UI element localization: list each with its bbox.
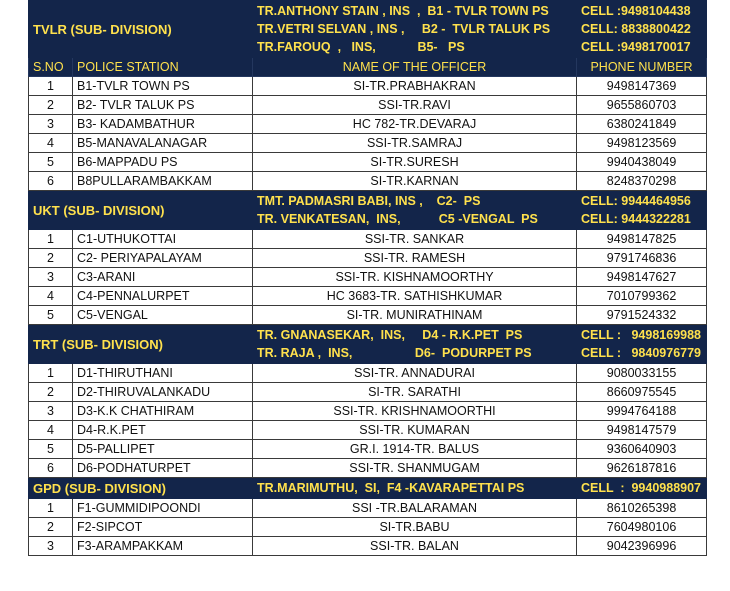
sno-cell: 2 xyxy=(29,96,73,115)
sno-cell: 3 xyxy=(29,402,73,421)
division-name: GPD (SUB- DIVISION) xyxy=(29,478,253,499)
table-row xyxy=(29,537,707,556)
sno-cell: 5 xyxy=(29,153,73,172)
division-officer-line: TR.ANTHONY STAIN , INS , B1 - TVLR TOWN PS xyxy=(257,4,549,18)
station-cell: D5-PALLIPET xyxy=(73,440,253,459)
phone-cell: 9042396996 xyxy=(577,537,707,556)
division-cells xyxy=(577,478,707,499)
phone-cell: 7010799362 xyxy=(577,287,707,306)
contact-table xyxy=(28,0,707,556)
sno-cell: 2 xyxy=(29,383,73,402)
sno-cell: 4 xyxy=(29,421,73,440)
division-cells xyxy=(577,325,707,364)
column-header-station: POLICE STATION xyxy=(73,58,253,77)
station-cell: D1-THIRUTHANI xyxy=(73,364,253,383)
station-cell: D6-PODHATURPET xyxy=(73,459,253,478)
phone-cell: 8248370298 xyxy=(577,172,707,191)
phone-cell: 9498123569 xyxy=(577,134,707,153)
phone-cell: 9626187816 xyxy=(577,459,707,478)
division-officers xyxy=(253,191,577,230)
division-cell-line: CELL : 9940988907 xyxy=(581,481,701,495)
division-header xyxy=(29,1,707,58)
officer-cell: SSI-TR. KISHNAMOORTHY xyxy=(253,268,577,287)
division-header xyxy=(29,325,707,364)
station-cell: C4-PENNALURPET xyxy=(73,287,253,306)
officer-cell: HC 3683-TR. SATHISHKUMAR xyxy=(253,287,577,306)
phone-cell: 8610265398 xyxy=(577,499,707,518)
station-cell: C5-VENGAL xyxy=(73,306,253,325)
station-cell: D3-K.K CHATHIRAM xyxy=(73,402,253,421)
division-cell-line: CELL: 9444322281 xyxy=(581,212,691,226)
column-header-sno: S.NO xyxy=(29,58,73,77)
division-cells xyxy=(577,191,707,230)
column-header-row xyxy=(29,58,707,77)
officer-cell: SSI -TR.BALARAMAN xyxy=(253,499,577,518)
division-cell-line: CELL: 9944464956 xyxy=(581,194,691,208)
division-officer-line: TR.MARIMUTHU, SI, F4 -KAVARAPETTAI PS xyxy=(257,481,525,495)
officer-cell: SSI-TR. BALAN xyxy=(253,537,577,556)
station-cell: F1-GUMMIDIPOONDI xyxy=(73,499,253,518)
division-officer-line: TR.FAROUQ , INS, B5- PS xyxy=(257,40,465,54)
division-officer-line: TR. RAJA , INS, D6- PODURPET PS xyxy=(257,346,532,360)
table-row xyxy=(29,518,707,537)
phone-cell: 7604980106 xyxy=(577,518,707,537)
phone-cell: 9791746836 xyxy=(577,249,707,268)
phone-cell: 9360640903 xyxy=(577,440,707,459)
phone-cell: 9498147579 xyxy=(577,421,707,440)
table-row xyxy=(29,440,707,459)
sno-cell: 2 xyxy=(29,249,73,268)
division-officers xyxy=(253,325,577,364)
division-officer-line: TR. GNANASEKAR, INS, D4 - R.K.PET PS xyxy=(257,328,523,342)
phone-cell: 9791524332 xyxy=(577,306,707,325)
division-name: TVLR (SUB- DIVISION) xyxy=(29,1,253,58)
division-cell-line: CELL: 8838800422 xyxy=(581,22,691,36)
station-cell: D2-THIRUVALANKADU xyxy=(73,383,253,402)
police-contact-sheet xyxy=(28,0,706,556)
division-cells xyxy=(577,1,707,58)
division-officer-line: TR. VENKATESAN, INS, C5 -VENGAL PS xyxy=(257,212,538,226)
sno-cell: 6 xyxy=(29,459,73,478)
station-cell: B3- KADAMBATHUR xyxy=(73,115,253,134)
division-cell-line: CELL : 9498169988 xyxy=(581,328,701,342)
phone-cell: 9498147369 xyxy=(577,77,707,96)
table-row xyxy=(29,499,707,518)
table-row xyxy=(29,459,707,478)
division-officers xyxy=(253,478,577,499)
table-row xyxy=(29,383,707,402)
division-cell-line: CELL :9498170017 xyxy=(581,40,691,54)
table-row xyxy=(29,134,707,153)
sno-cell: 5 xyxy=(29,440,73,459)
phone-cell: 8660975545 xyxy=(577,383,707,402)
station-cell: C3-ARANI xyxy=(73,268,253,287)
division-cell-line: CELL : 9840976779 xyxy=(581,346,701,360)
division-name: TRT (SUB- DIVISION) xyxy=(29,325,253,364)
phone-cell: 9655860703 xyxy=(577,96,707,115)
sno-cell: 4 xyxy=(29,287,73,306)
officer-cell: SSI-TR. KUMARAN xyxy=(253,421,577,440)
station-cell: B6-MAPPADU PS xyxy=(73,153,253,172)
station-cell: D4-R.K.PET xyxy=(73,421,253,440)
station-cell: F2-SIPCOT xyxy=(73,518,253,537)
table-row xyxy=(29,153,707,172)
phone-cell: 9080033155 xyxy=(577,364,707,383)
sno-cell: 6 xyxy=(29,172,73,191)
sno-cell: 1 xyxy=(29,77,73,96)
table-row xyxy=(29,230,707,249)
table-row xyxy=(29,364,707,383)
station-cell: F3-ARAMPAKKAM xyxy=(73,537,253,556)
division-officer-line: TR.VETRI SELVAN , INS , B2 - TVLR TALUK PS xyxy=(257,22,551,36)
officer-cell: SI-TR.KARNAN xyxy=(253,172,577,191)
station-cell: B5-MANAVALANAGAR xyxy=(73,134,253,153)
phone-cell: 9940438049 xyxy=(577,153,707,172)
officer-cell: SSI-TR. ANNADURAI xyxy=(253,364,577,383)
station-cell: B2- TVLR TALUK PS xyxy=(73,96,253,115)
phone-cell: 9994764188 xyxy=(577,402,707,421)
officer-cell: SI-TR. SARATHI xyxy=(253,383,577,402)
table-row xyxy=(29,115,707,134)
officer-cell: SSI-TR. SHANMUGAM xyxy=(253,459,577,478)
division-officer-line: TMT. PADMASRI BABI, INS , C2- PS xyxy=(257,194,481,208)
table-row xyxy=(29,268,707,287)
sno-cell: 5 xyxy=(29,306,73,325)
officer-cell: SI-TR. MUNIRATHINAM xyxy=(253,306,577,325)
table-row xyxy=(29,249,707,268)
phone-cell: 6380241849 xyxy=(577,115,707,134)
table-row xyxy=(29,287,707,306)
column-header-phone: PHONE NUMBER xyxy=(577,58,707,77)
table-row xyxy=(29,421,707,440)
sno-cell: 3 xyxy=(29,537,73,556)
division-header xyxy=(29,191,707,230)
division-cell-line: CELL :9498104438 xyxy=(581,4,691,18)
phone-cell: 9498147627 xyxy=(577,268,707,287)
sno-cell: 3 xyxy=(29,115,73,134)
phone-cell: 9498147825 xyxy=(577,230,707,249)
division-name: UKT (SUB- DIVISION) xyxy=(29,191,253,230)
officer-cell: SSI-TR.SAMRAJ xyxy=(253,134,577,153)
officer-cell: HC 782-TR.DEVARAJ xyxy=(253,115,577,134)
officer-cell: GR.I. 1914-TR. BALUS xyxy=(253,440,577,459)
table-row xyxy=(29,306,707,325)
table-row xyxy=(29,77,707,96)
officer-cell: SSI-TR.RAVI xyxy=(253,96,577,115)
column-header-officer: NAME OF THE OFFICER xyxy=(253,58,577,77)
officer-cell: SI-TR.SURESH xyxy=(253,153,577,172)
officer-cell: SSI-TR. RAMESH xyxy=(253,249,577,268)
sno-cell: 2 xyxy=(29,518,73,537)
table-row xyxy=(29,172,707,191)
station-cell: B1-TVLR TOWN PS xyxy=(73,77,253,96)
division-officers xyxy=(253,1,577,58)
sno-cell: 1 xyxy=(29,230,73,249)
sno-cell: 4 xyxy=(29,134,73,153)
officer-cell: SI-TR.PRABHAKRAN xyxy=(253,77,577,96)
officer-cell: SSI-TR. KRISHNAMOORTHI xyxy=(253,402,577,421)
table-row xyxy=(29,96,707,115)
sno-cell: 1 xyxy=(29,364,73,383)
station-cell: C1-UTHUKOTTAI xyxy=(73,230,253,249)
sno-cell: 3 xyxy=(29,268,73,287)
division-header xyxy=(29,478,707,499)
station-cell: B8PULLARAMBAKKAM xyxy=(73,172,253,191)
officer-cell: SI-TR.BABU xyxy=(253,518,577,537)
station-cell: C2- PERIYAPALAYAM xyxy=(73,249,253,268)
table-row xyxy=(29,402,707,421)
officer-cell: SSI-TR. SANKAR xyxy=(253,230,577,249)
sno-cell: 1 xyxy=(29,499,73,518)
